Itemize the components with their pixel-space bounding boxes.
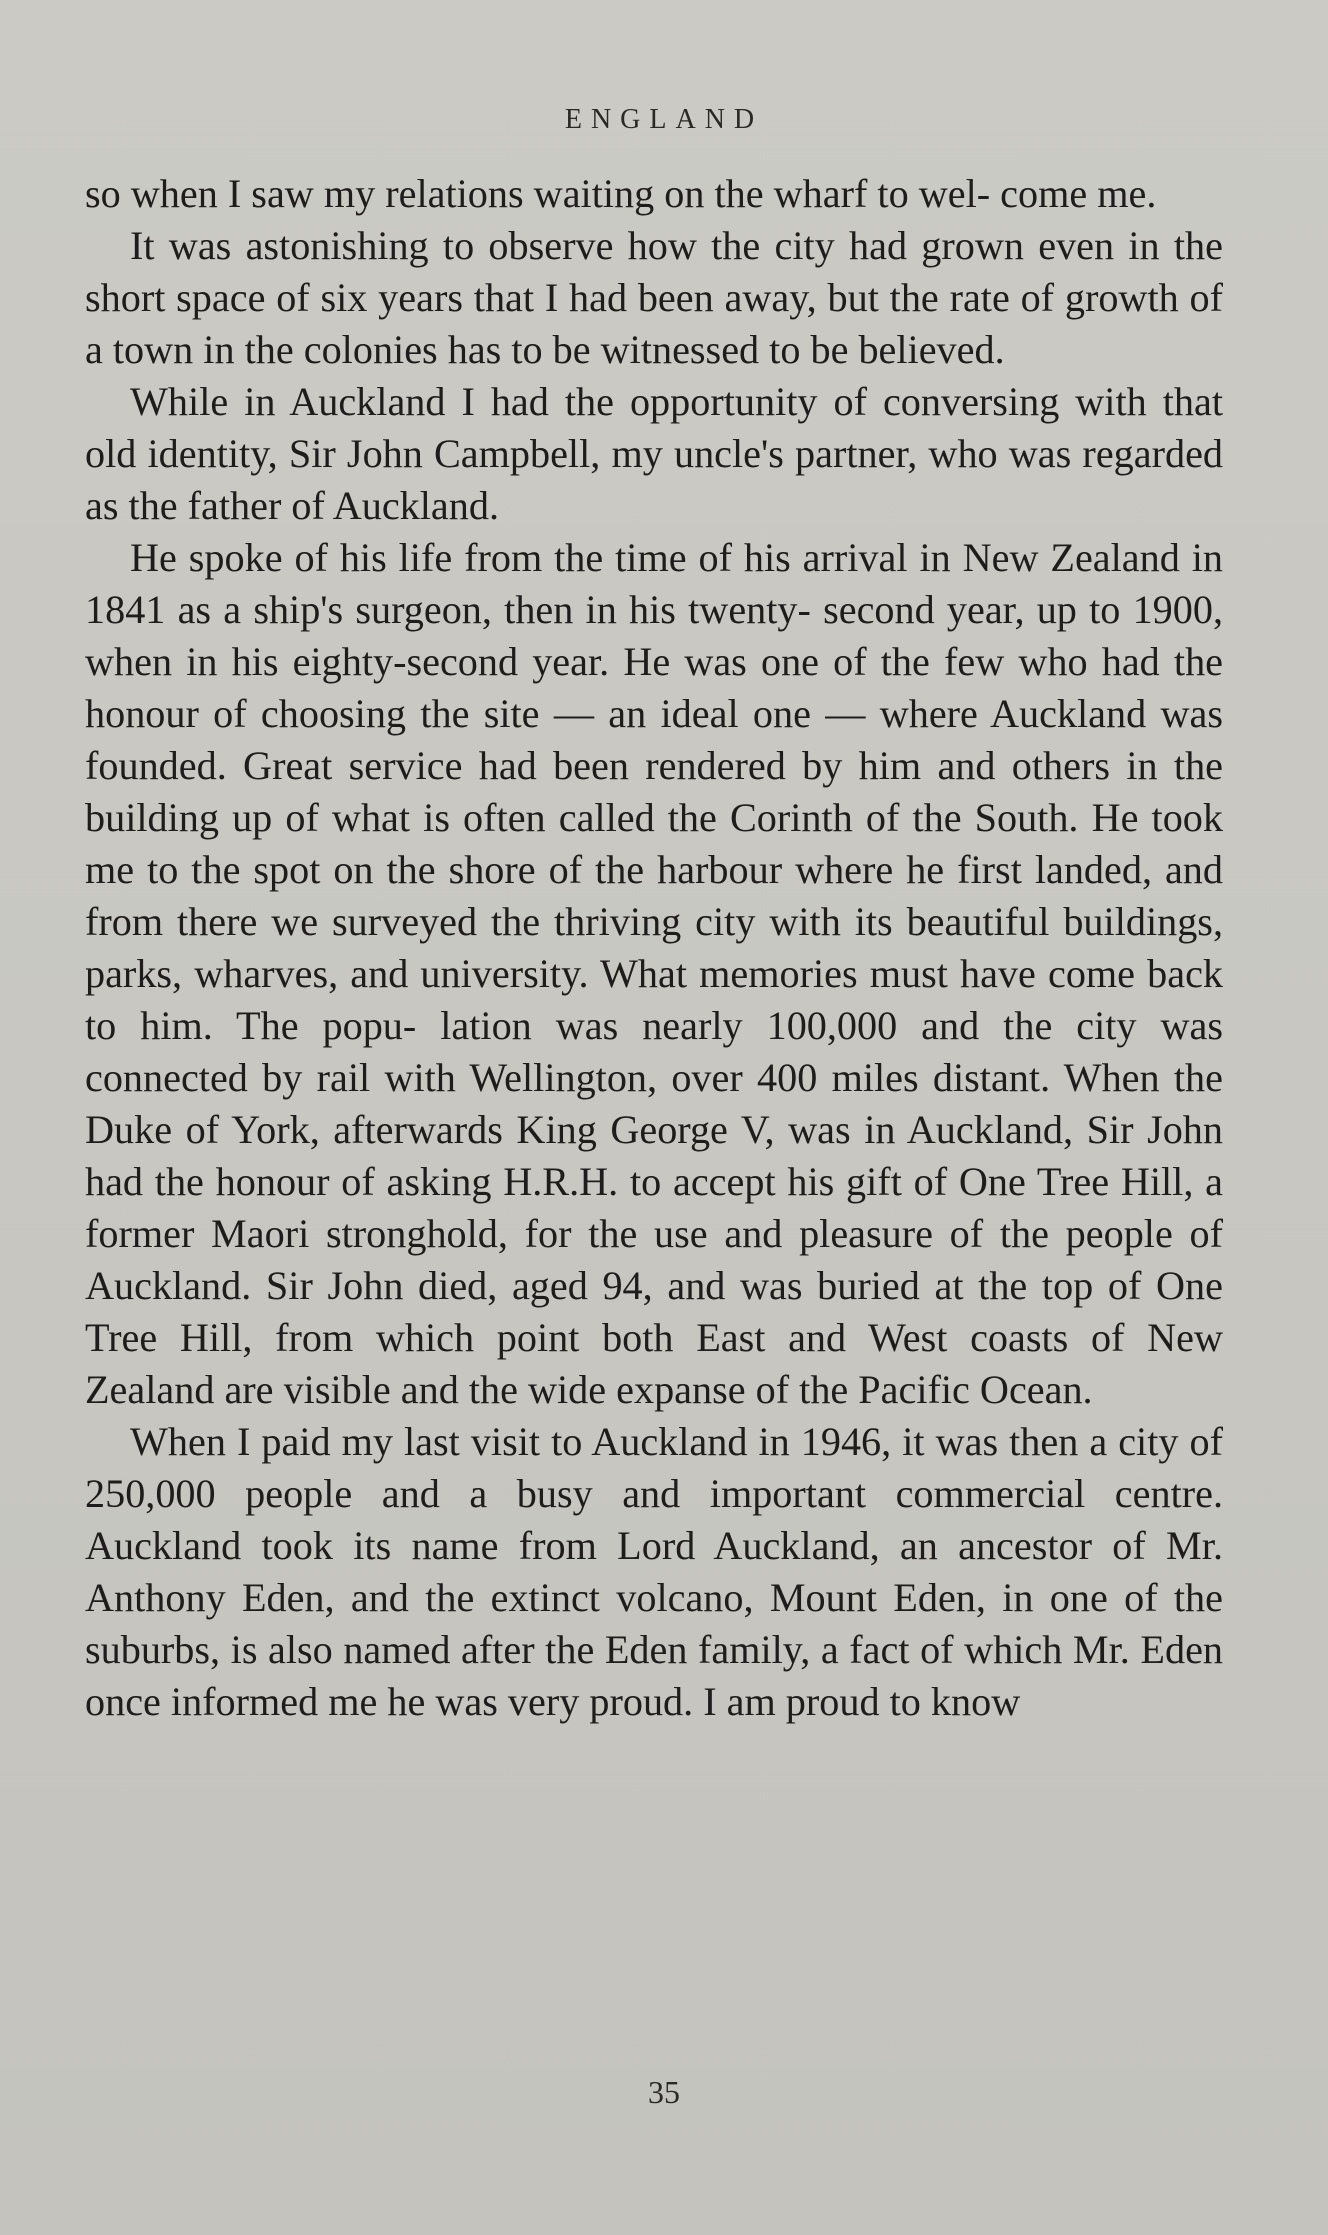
page-number: 35 bbox=[648, 2074, 680, 2110]
paragraph-city-growth: It was astonishing to observe how the city had grown even in the short space of six years that I had been away, but the rate of growth of a town in the colonies has to be witnessed to be believed. bbox=[85, 223, 1223, 372]
paragraph-last-visit: When I paid my last visit to Auckland in 1946, it was then a city of 250,000 people and a busy and important commercial centre. Auckland took its name from Lord Auckland, an ancestor of Mr. Anthony Eden, and the extinct volcano, Mount Eden, in one of the suburbs, is also named after the Eden family, a fact of which Mr. Eden once informed me he was very proud. I am proud to know bbox=[85, 1419, 1223, 1724]
running-head: ENGLAND bbox=[564, 104, 764, 135]
body-text bbox=[85, 168, 1223, 1728]
paragraph-life-story: He spoke of his life from the time of his arrival in New Zealand in 1841 as a ship's surgeon, then in his twenty- second year, up to 1900, when in his eighty-second year. He was one of the few who had the honour of choosing the site — an ideal one — where Auckland was founded. Great service had been rendered by him and others in the building up of what is often called the Corinth of the South. He took me to the spot on the shore of the harbour where he first landed, and from there we surveyed the thriving city with its beautiful buildings, parks, wharves, and university. What memories must have come back to him. The popu- lation was nearly 100,000 and the city was connected by rail with Wellington, over 400 miles distant. When the Duke of York, afterwards King George V, was in Auckland, Sir John had the honour of asking H.R.H. to accept his gift of One Tree Hill, a former Maori stronghold, for the use and pleasure of the people of Auckland. Sir John died, aged 94, and was buried at the top of One Tree Hill, from which point both East and West coasts of New Zealand are visible and the wide expanse of the Pacific Ocean. bbox=[85, 535, 1223, 1412]
paragraph-sir-john-campbell: While in Auckland I had the opportunity of conversing with that old identity, Sir John Campbell, my uncle's partner, who was regarded as the father of Auckland. bbox=[85, 379, 1223, 528]
paragraph-continuation: so when I saw my relations waiting on the wharf to wel- come me. bbox=[85, 171, 1157, 216]
